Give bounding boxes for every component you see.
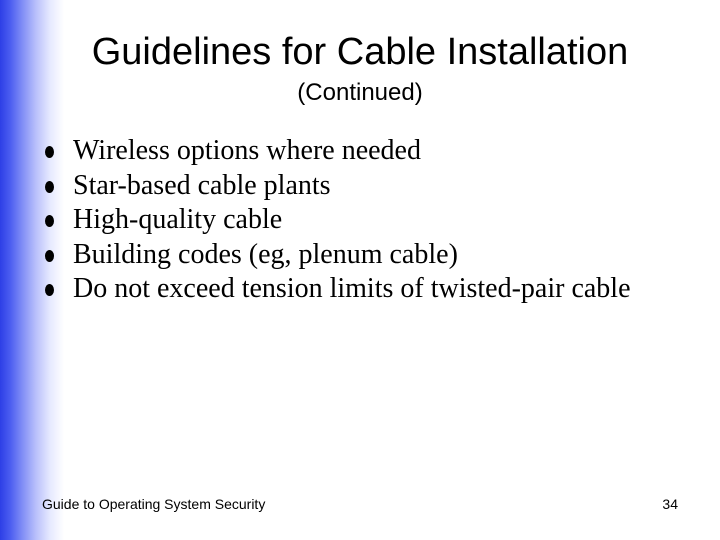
slide-title: Guidelines for Cable Installation: [91, 31, 629, 73]
footer-title: Guide to Operating System Security: [42, 496, 266, 512]
bullet-text: Do not exceed tension limits of twisted-pair cable: [73, 273, 631, 304]
bullet-dot-icon: [45, 146, 54, 158]
bullet-dot-icon: [45, 250, 54, 262]
bullet-dot-icon: [45, 181, 54, 193]
bullet-item: [44, 134, 664, 169]
bullet-item: [44, 169, 664, 204]
page-number: 34: [662, 496, 678, 512]
bullet-item: [44, 238, 664, 273]
bullet-text: Star-based cable plants: [73, 169, 331, 201]
bullet-text: Building codes (eg, plenum cable): [73, 238, 458, 270]
bullet-item: [44, 272, 664, 307]
bullet-list: [44, 134, 664, 307]
slide-subtitle: (Continued): [297, 79, 423, 106]
bullet-text: Wireless options where needed: [73, 135, 421, 166]
bullet-dot-icon: [45, 215, 54, 227]
bullet-dot-icon: [45, 284, 54, 296]
bullet-item: [44, 203, 664, 238]
bullet-text: High-quality cable: [73, 204, 283, 235]
